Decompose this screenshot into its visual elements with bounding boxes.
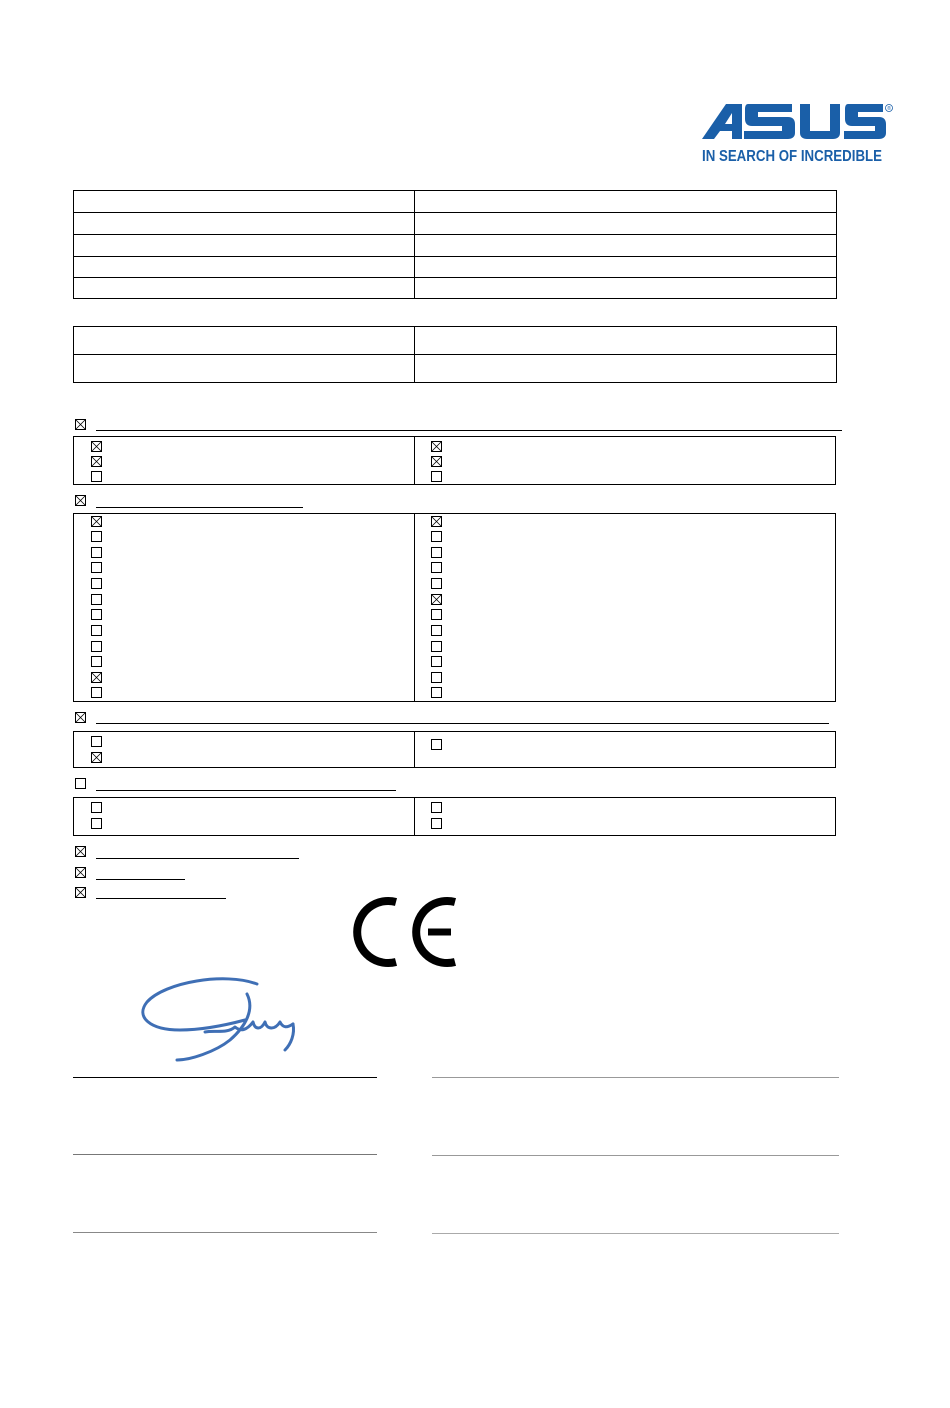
table-row [74,191,837,213]
section-checkbox-2[interactable] [75,495,86,506]
section-checkbox-6[interactable] [75,867,86,878]
option-checkbox-left[interactable] [91,625,102,636]
info-table-1 [73,190,837,299]
option-checkbox-left[interactable] [91,547,102,558]
option-checkbox-right[interactable] [431,471,442,482]
option-checkbox-left[interactable] [91,594,102,605]
section-checkbox-4[interactable] [75,778,86,789]
section-heading-line [96,898,226,899]
ce-mark-text [360,898,361,899]
table-row [74,213,837,235]
option-checkbox-right[interactable] [431,516,442,527]
ce-mark [360,898,460,966]
table-row [74,278,837,299]
section-column-divider [414,731,415,768]
option-checkbox-left[interactable] [91,531,102,542]
option-checkbox-left[interactable] [91,562,102,573]
option-checkbox-right[interactable] [431,656,442,667]
option-checkbox-left[interactable] [91,516,102,527]
option-checkbox-left[interactable] [91,672,102,683]
option-checkbox-right[interactable] [431,531,442,542]
option-checkbox-left[interactable] [91,736,102,747]
table-row [74,257,837,278]
option-checkbox-left[interactable] [91,656,102,667]
section-checkbox-7[interactable] [75,887,86,898]
option-checkbox-right[interactable] [431,672,442,683]
signature [135,972,315,1067]
option-checkbox-right[interactable] [431,562,442,573]
option-checkbox-right[interactable] [431,802,442,813]
section-options-box [73,797,836,836]
table-row [74,355,837,383]
option-checkbox-right[interactable] [431,547,442,558]
option-checkbox-right[interactable] [431,739,442,750]
asus-logo [700,103,895,165]
info-table-2 [73,326,837,383]
option-checkbox-left[interactable] [91,641,102,652]
option-checkbox-right[interactable] [431,641,442,652]
option-checkbox-left[interactable] [91,471,102,482]
section-checkbox-3[interactable] [75,712,86,723]
option-checkbox-left[interactable] [91,441,102,452]
section-heading-line [96,723,829,724]
section-column-divider [414,436,415,485]
option-checkbox-left[interactable] [91,609,102,620]
option-checkbox-right[interactable] [431,594,442,605]
section-heading-line [96,430,842,431]
section-checkbox-1[interactable] [75,419,86,430]
table-row [74,235,837,257]
section-options-box [73,731,836,768]
option-checkbox-left[interactable] [91,818,102,829]
option-checkbox-right[interactable] [431,441,442,452]
place-line [432,1155,839,1156]
section-options-box [73,436,836,485]
name-line [73,1154,377,1155]
option-checkbox-right[interactable] [431,609,442,620]
option-checkbox-right[interactable] [431,818,442,829]
option-checkbox-right[interactable] [431,456,442,467]
section-heading-line [96,858,299,859]
option-checkbox-left[interactable] [91,687,102,698]
option-checkbox-left[interactable] [91,456,102,467]
option-checkbox-right[interactable] [431,625,442,636]
date-line [432,1077,839,1078]
section-heading-line [96,879,185,880]
signature-line [73,1077,377,1078]
option-checkbox-left[interactable] [91,752,102,763]
section-options-box [73,513,836,702]
section-column-divider [414,513,415,702]
option-checkbox-right[interactable] [431,578,442,589]
position-line [73,1232,377,1233]
section-column-divider [414,797,415,836]
option-checkbox-left[interactable] [91,802,102,813]
table-row [74,327,837,355]
section-checkbox-5[interactable] [75,846,86,857]
section-heading-line [96,790,396,791]
registered-mark: ® [887,106,891,112]
option-checkbox-right[interactable] [431,687,442,698]
option-checkbox-left[interactable] [91,578,102,589]
section-heading-line [96,507,303,508]
brand-tagline: IN SEARCH OF INCREDIBLE [702,148,883,165]
extra-line [432,1233,839,1234]
